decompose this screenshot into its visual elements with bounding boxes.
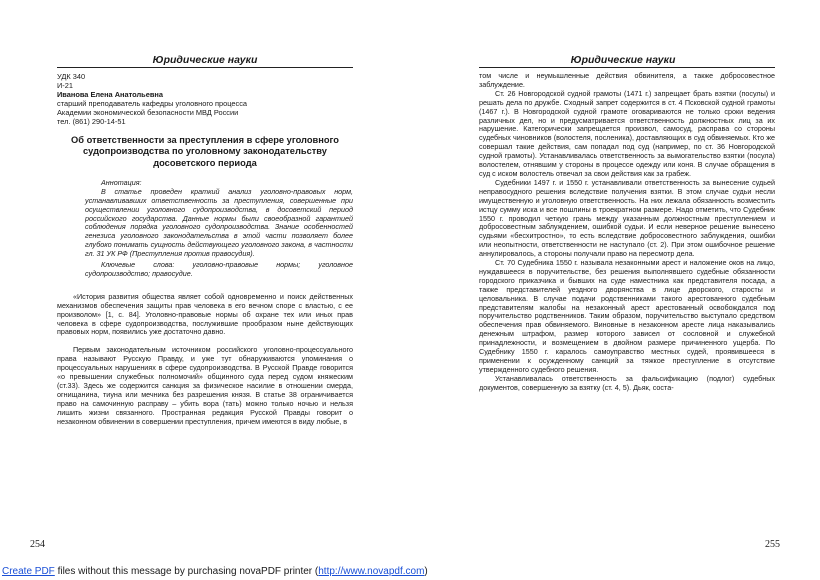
running-head: Юридические науки <box>152 54 258 66</box>
page-number: 254 <box>30 539 45 550</box>
author-position: старший преподаватель кафедры уголовного процесса <box>57 99 248 108</box>
novapdf-url-link[interactable]: http://www.novapdf.com <box>318 566 425 577</box>
body-paragraph: Устанавливалась ответственность за фальсификацию (подлог) судебных документов, совершенную за взятку (ст. 4, 5). Дьяк, соста- <box>479 373 775 392</box>
annotation-label: Аннотация: <box>101 177 142 187</box>
body-paragraph: Судебники 1497 г. и 1550 г. устанавливали ответственность за вынесение судьей неправосудного решения вследствие получения взятки. В этом случае судьи несли имущественную и уголовную ответственность. На них лежала обязанность возместить истцу сумму иска и все пошлины в троекратном размере. Надо отметить, что Судебник 1550 г. проводил четкую грань между указанным должностным преступлением и добросовестным заблуждением, ошибкой судьи. И если неверное решение вынесено судьями «бесхитростно», то есть вследствие добросовестного заблуждения, ошибки или неопытности, ответственности не наступало (ст. 2). При этом ошибочное решение аннулировалось, а стороны получали право на пересмотр дела. <box>479 177 775 259</box>
author-organization: Академии экономической безопасности МВД России <box>57 108 239 117</box>
left-page <box>0 0 410 555</box>
left-column <box>57 72 353 427</box>
body-paragraph: том числе и неумышленные действия обвинителя, а также добросовестное заблуждение. <box>479 71 775 89</box>
keywords: Ключевые слова: уголовно-правовые нормы; уголовное судопроизводство; правосудие. <box>85 260 353 278</box>
body-paragraph: Ст. 26 Новгородской судной грамоты (1471 г.) запрещает брать взятки (посулы) и решать дела по дружбе. Сходный запрет содержится в ст. 4 Псковской судной грамоты (1467 г.). В Новгородской судной грамоте оговариваются не только сроки ведения различных дел, но и предусматривается ответственность должностных лиц за их нарушение. Категорически запрещается произвол, самосуд, расправа со стороны судебных чиновников (волостеля, посленика), доставляющих в суд обвиняемых. Кто же совершал такие действия, сам попадал под суд (например, по ст. 36 Новгородской судной грамоты). Устанавливалась ответственность за вымогательство взятки (посула) волостелем, отнявшим у стороны в процессе одежду или коня. В случае обращения в суд с иском волостель отвечал за свои действия как за грабеж. <box>479 88 775 178</box>
body-paragraph: Первым законодательным источником российского уголовно-процессуального права называют Русскую Правду, и уже тут обнаруживаются упоминания о процессуальных нарушениях в сфере судопроизводства. В Русской Правде говорится «о превышении служебных полномочий» общинного суда перед судом княжеским (ст.33). Здесь же содержится санкция за физическое насилие в отношении смерда, огнищанина, тиуна или мечника без разрешения князя. В статье 38 ограничивается право на самочинную расправу – убить вора (тать) можно только ночью и нельзя лишить жизни связанного. Пространная редакция Русской Правды говорит о незаконном обвинении в совершении преступления, причем имеются в виду любые, в <box>57 345 353 426</box>
right-page <box>410 0 820 555</box>
header-rule <box>57 67 353 68</box>
udk-code: УДК 340 <box>57 72 86 81</box>
footer-text: files without this message by purchasing novaPDF printer ( <box>54 566 319 577</box>
body-paragraph: Ст. 70 Судебника 1550 г. называла незаконными арест и наложение оков на лицо, нуждавшееся в поручительстве, без решения выполнявшего судебные обязанности городского приказчика и бывших на суде наместника как представителя посада, а также представителей уездного дворянства в лице дворского, старосты и целовальника. В случае подачи родственниками такого арестованного судебным представителям жалобы на незаконный арест арестованный освобождался под поручительство родственников. Таким образом, поручительство выступало средством обеспечения прав обвиняемого. Виновные в незаконном аресте лица наказывались денежным штрафом, размер которого зависел от сословной и служебной принадлежности, и возмещением в двойном размере причиненного ущерба. По Судебнику 1550 г. каралось самоуправство местных судей, проявившееся в применении к осужденному санкций за тяжкое преступление в отсутствие утвержденного судебного решения. <box>479 258 775 374</box>
annotation-text: В статье проведен краткий анализ уголовно-правовых норм, устанавливавших ответственность за преступления, совершенные при осуществлении уголовного судопроизводства, в досоветский период российского государства. Данные нормы были своеобразной гарантией соблюдения порядка уголовного судопроизводства. Знание особенностей генезиса уголовного законодательства в этой части позволяет более глубоко понимать сущность действующего уголовного закона, в частности гл. 31 УК РФ (Преступления против правосудия). <box>85 186 353 259</box>
right-column <box>479 72 775 393</box>
create-pdf-link[interactable]: Create PDF <box>2 566 55 577</box>
index-code: И-21 <box>57 81 73 90</box>
article-title: Об ответственности за преступления в сфере уголовного судопроизводства по уголовному законодательству досоветского периода <box>71 135 339 168</box>
body-paragraph: «История развития общества являет собой одновременно и поиск действенных механизмов обеспечения защиты прав человека в его вечном споре с властью, с ее произволом» [1, с. 84]. Уголовно-правовые нормы об охране тех или иных прав человека в сфере судопроизводства, послужившие прообразом ныне действующих правовых норм, появились уже достаточно давно. <box>57 291 353 337</box>
author-name: Иванова Елена Анатольевна <box>57 90 163 99</box>
footer-closing: ) <box>424 566 428 577</box>
page-number: 255 <box>765 539 780 550</box>
annotation-block <box>85 179 353 279</box>
pdf-watermark-footer <box>0 563 820 580</box>
author-phone: тел. (861) 290-14-51 <box>57 117 126 126</box>
running-head: Юридические науки <box>570 54 676 66</box>
body-text <box>57 293 353 427</box>
header-rule <box>479 67 775 68</box>
